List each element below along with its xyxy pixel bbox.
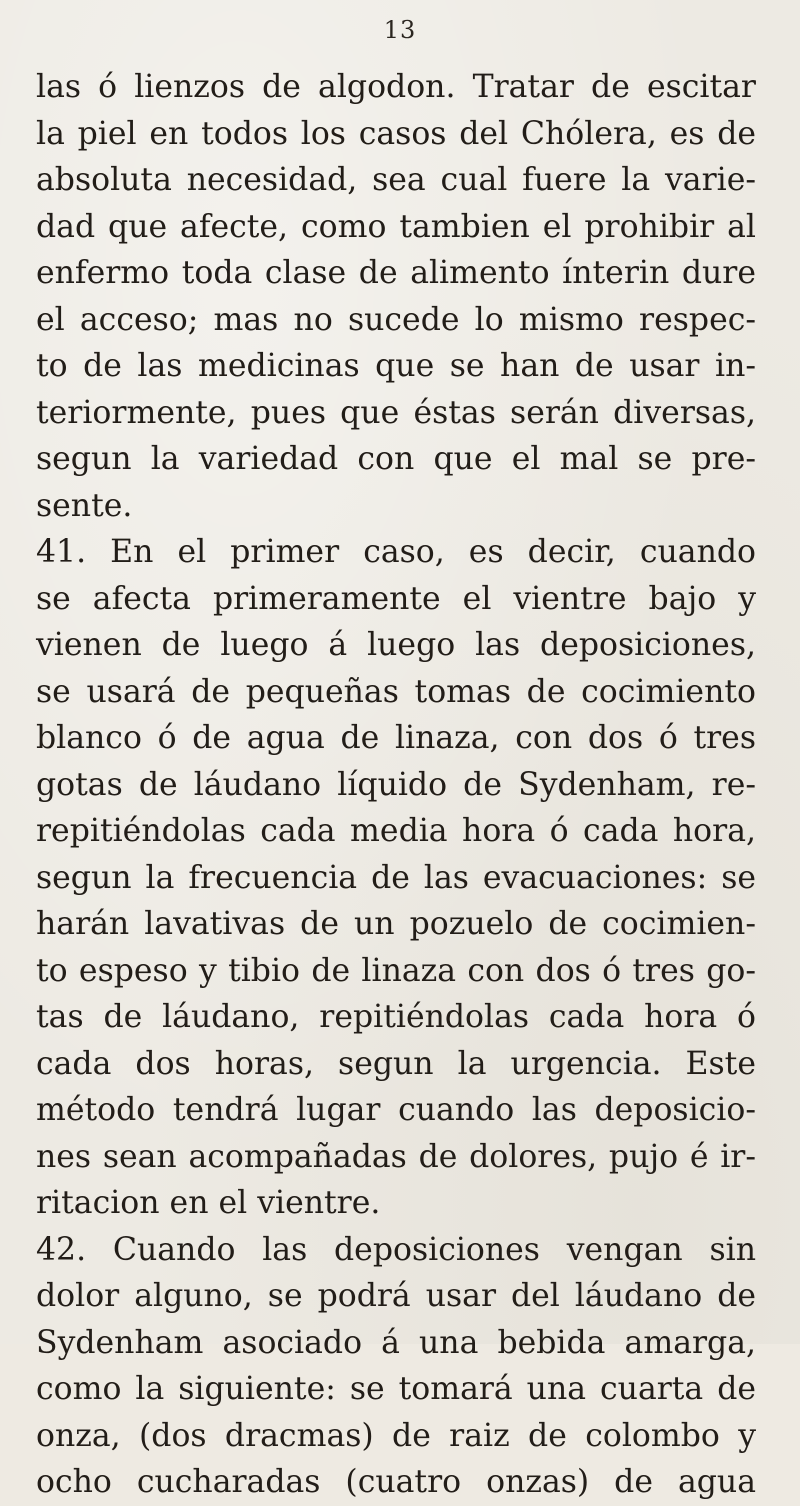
text-line: segun la variedad con que el mal se pre-	[36, 441, 756, 477]
text-line: nes sean acompañadas de dolores, pujo é ir-	[36, 1138, 756, 1175]
text-line: el acceso; mas no sucede lo mismo respec-	[36, 301, 756, 338]
text-line: se afecta primeramente el vientre bajo y	[36, 580, 756, 617]
text-line: las ó lienzos de algodon. Tratar de escitar	[36, 69, 756, 105]
text-line: gotas de láudano líquido de Sydenham, re-	[36, 766, 756, 803]
text-line: ocho cucharadas (cuatro onzas) de agua	[36, 1464, 756, 1500]
text-line: ritacion en el vientre.	[36, 1185, 381, 1221]
text-line: onza, (dos dracmas) de raiz de colombo y	[36, 1417, 756, 1454]
text-line: Sydenham asociado á una bebida amarga,	[36, 1324, 756, 1361]
page-number: 13	[383, 16, 417, 44]
text-line: segun la frecuencia de las evacuaciones: se	[36, 859, 756, 896]
text-line: to de las medicinas que se han de usar in-	[36, 348, 756, 384]
text-line: sente.	[36, 487, 133, 524]
text-line: to espeso y tibio de linaza con dos ó tres go-	[36, 952, 756, 989]
text-line: tas de láudano, repitiéndolas cada hora ó	[36, 999, 756, 1035]
text-line: cada dos horas, segun la urgencia. Este	[36, 1045, 756, 1082]
paragraph-42-start: 42. Cuando las deposiciones vengan sin	[36, 1231, 756, 1268]
text-line: enfermo toda clase de alimento ínterin dure	[36, 255, 756, 291]
text-line: la piel en todos los casos del Chólera, es de	[36, 115, 756, 152]
text-line: se usará de pequeñas tomas de cocimiento	[36, 673, 756, 710]
text-line: teriormente, pues que éstas serán diversas,	[36, 394, 756, 431]
text-line: blanco ó de agua de linaza, con dos ó tres	[36, 720, 756, 756]
text-line: harán lavativas de un pozuelo de cocimien-	[36, 906, 756, 942]
body-text	[36, 64, 756, 1506]
text-line: absoluta necesidad, sea cual fuere la varie-	[36, 162, 756, 198]
text-line: dolor alguno, se podrá usar del láudano de	[36, 1278, 756, 1314]
text-line: repitiéndolas cada media hora ó cada hora,	[36, 813, 756, 849]
text-line: vienen de luego á luego las deposiciones,	[36, 627, 756, 663]
text-line: método tendrá lugar cuando las deposicio-	[36, 1092, 756, 1128]
text-line: dad que afecte, como tambien el prohibir al	[36, 208, 756, 245]
paragraph-41-start: 41. En el primer caso, es decir, cuando	[36, 534, 756, 570]
text-line: como la siguiente: se tomará una cuarta de	[36, 1371, 756, 1407]
